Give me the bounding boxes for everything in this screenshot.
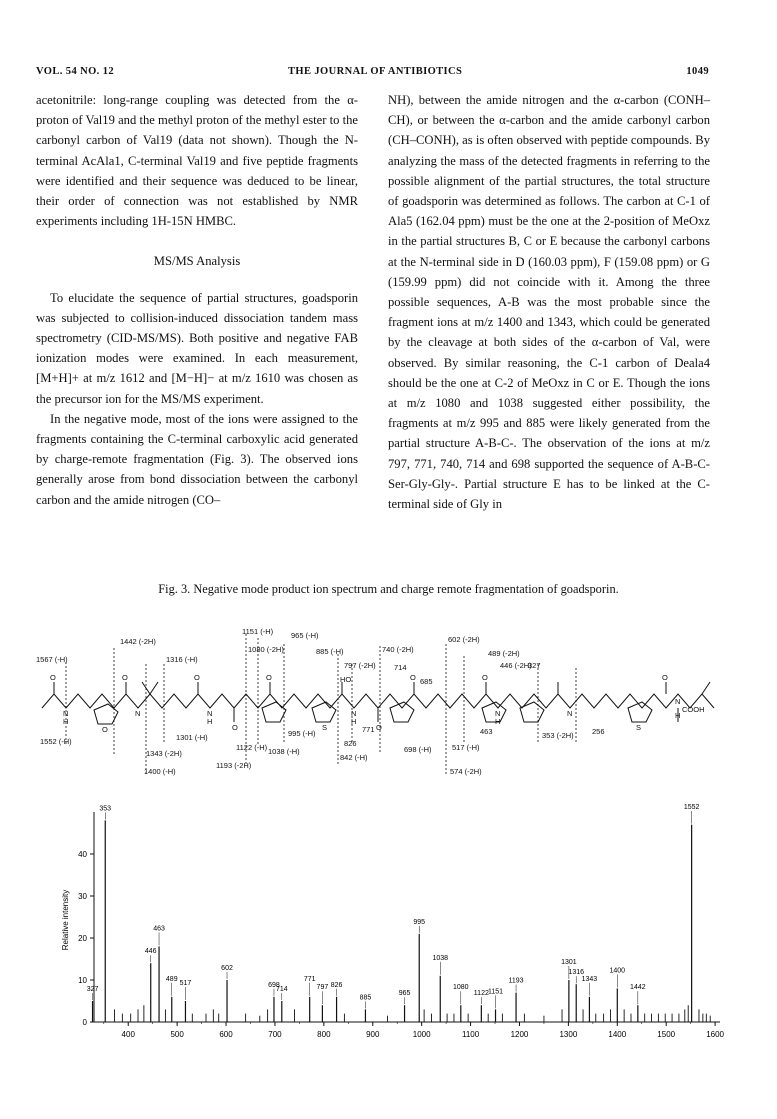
mass-spectrum-chart: [34, 800, 734, 1045]
fragment-label: 1552 (-H): [40, 737, 72, 746]
atom-label: N: [675, 697, 681, 706]
atom-label: O: [50, 673, 56, 682]
peak-label: 327: [86, 986, 99, 993]
peak-label: 1316: [568, 969, 585, 977]
x-tick-label: 1600: [706, 1030, 725, 1039]
atom-label: O: [122, 673, 128, 682]
fragment-label: 797 (-2H): [344, 661, 376, 670]
fragment-label: 353 (-2H): [542, 731, 574, 740]
peak-label: 885: [359, 994, 372, 1002]
atom-label: O: [376, 723, 382, 732]
peak-label: 714: [275, 986, 288, 993]
atom-label: O: [482, 673, 488, 682]
fragment-label: 602 (-2H): [448, 635, 480, 644]
peak-label: 1400: [609, 967, 626, 975]
running-header: [36, 66, 709, 82]
fragmentation-scheme: [36, 624, 736, 784]
x-tick-label: 600: [219, 1030, 233, 1039]
fragment-label: 995 (-H): [288, 729, 316, 738]
fragment-label: 965 (-H): [291, 631, 319, 640]
paragraph: To elucidate the sequence of partial structures, goadsporin was subjected to collision-induced dissociation tandem mass spectrometry (CID-MS/MS). Both positive and negative FAB ionization modes were examined. In each measurement, [M+H]+ at m/z 1612 and [M−H]− at m/z 1610 was chosen as the precursor ion for the MS/MS experiment.: [36, 290, 358, 406]
atom-label: O: [232, 723, 238, 732]
fragment-label: 1193 (-2H): [216, 761, 252, 770]
x-tick-label: 1500: [657, 1030, 676, 1039]
atom-label: H: [351, 717, 357, 726]
x-tick-label: 500: [170, 1030, 184, 1039]
x-tick-label: 900: [366, 1030, 380, 1039]
peak-label: 1193: [508, 977, 524, 985]
journal-title: THE JOURNAL OF ANTIBIOTICS: [288, 66, 463, 77]
peak-label: 1151: [487, 988, 504, 996]
peak-label: 1552: [683, 804, 700, 811]
atom-label: S: [322, 723, 328, 732]
fragment-label: 1316 (-H): [166, 655, 198, 664]
fragment-label: HO: [340, 675, 352, 684]
fragment-label: 698 (-H): [404, 745, 432, 754]
fragment-label: COOH: [682, 705, 705, 714]
peak-label: 1301: [561, 959, 577, 966]
fragment-label: 1301 (-H): [176, 733, 208, 742]
fragment-label: 489 (-2H): [488, 649, 520, 658]
peak-label: 1442: [630, 984, 646, 992]
paragraph: NH), between the amide nitrogen and the α-carbon (CONH–CH), or between the α-carbon and the amide carbonyl carbon (CH–CONH), as is often observed with peptide compounds. By analyzing the mass of the detected fragments in referring to the possible alignment of the partial structures, the total structure of goadsporin was determined as follows. The carbon at C-1 of Ala5 (162.04 ppm) must be the one at the 2-position of MeOxz in the partial structures B, C or E because the carbonyl carbons at the N-terminal side in D (160.03 ppm), F (159.08 ppm) or G (159.99 ppm) did not coincide with it. Among the three possible sequences, A-B was the most probable since the fragment ions at m/z 1400 and 1343, which could be generated by the cleavage at both sides of the α-carbon of Val, were observed. By similar reasoning, the C-1 carbon of Deala4 should be the one at C-2 of MeOxz in C or E. Though the ions at m/z 1080 and 1038 suggested either possibility, the fragments at m/z 995 and 885 were likely generated from the partial structure A-B-C-. The observation of the ions at m/z 797, 771, 740, 714 and 698 supported the sequence of A-B-C-Ser-Gly-Gly-. Partial structure E has to be linked at the C-terminal side of Gly in: [388, 93, 710, 512]
fragment-label: 771: [362, 725, 375, 734]
fragment-label: 714: [394, 663, 407, 672]
atom-label: N: [495, 709, 501, 718]
fragment-label: 574 (-2H): [450, 767, 482, 776]
atom-label: O: [662, 673, 668, 682]
fragment-label: 1151 (-H): [242, 627, 274, 636]
atom-label: N: [351, 709, 357, 718]
peak-label: 517: [179, 980, 192, 987]
x-tick-label: 400: [121, 1030, 135, 1039]
y-tick-label: 10: [78, 976, 87, 985]
peak-label: 1080: [453, 984, 469, 992]
atom-label: O: [102, 725, 108, 734]
atom-label: H: [207, 717, 213, 726]
x-tick-label: 1000: [412, 1030, 431, 1039]
peak-label: 353: [99, 805, 112, 813]
peak-label: 826: [330, 981, 343, 989]
fragment-label: 885 (-H): [316, 647, 344, 656]
atom-label: N: [135, 709, 141, 718]
peak-label: 446: [144, 948, 157, 956]
molecule-skeleton: [42, 682, 714, 724]
page-number: 1049: [686, 66, 709, 77]
fragment-label: 1080 (-2H): [248, 645, 284, 654]
fragment-label: 327: [528, 661, 541, 670]
fragment-label: 1400 (-H): [144, 767, 176, 776]
y-tick-label: 20: [78, 934, 87, 943]
fragment-label: 1122 (-H): [236, 743, 268, 752]
fragment-label: 1567 (-H): [36, 655, 68, 664]
y-tick-label: 30: [78, 892, 87, 901]
chart-peak-labels: [87, 804, 700, 1008]
peak-label: 995: [413, 918, 426, 926]
chart-ticks: [78, 850, 724, 1039]
y-axis-label: Relative intensity: [61, 889, 70, 951]
fragment-label: 463: [480, 727, 493, 736]
x-tick-label: 1400: [608, 1030, 627, 1039]
atom-label: O: [266, 673, 272, 682]
volume-label: VOL. 54 NO. 12: [36, 66, 115, 77]
fragment-label: 826: [344, 739, 357, 748]
fragment-label: 1038 (-H): [268, 747, 300, 756]
peak-label: 1122: [473, 990, 489, 998]
peak-label: 965: [398, 990, 411, 998]
fragment-label: 1343 (-2H): [146, 749, 182, 758]
peak-label: 1343: [581, 975, 598, 983]
y-tick-label: 0: [82, 1018, 87, 1027]
figure-caption: Fig. 3. Negative mode product ion spectrum and charge remote fragmentation of goadsporin.: [158, 582, 619, 596]
atom-label: H: [675, 711, 681, 720]
fragment-label: 256: [592, 727, 605, 736]
x-tick-label: 1300: [559, 1030, 578, 1039]
fragment-labels: [36, 627, 705, 776]
fragment-label: 740 (-2H): [382, 645, 414, 654]
peak-label: 771: [303, 975, 316, 983]
x-tick-label: 800: [317, 1030, 331, 1039]
atom-label: O: [194, 673, 200, 682]
atom-label: S: [636, 723, 642, 732]
y-tick-label: 40: [78, 850, 87, 859]
peak-label: 463: [153, 925, 165, 933]
peak-label: 602: [221, 965, 233, 972]
fragment-label: 842 (-H): [340, 753, 368, 762]
fragment-label: 517 (-H): [452, 743, 480, 752]
atom-label: H: [495, 717, 501, 726]
section-title: MS/MS Analysis: [153, 254, 241, 269]
atom-label: N: [567, 709, 573, 718]
right-column: [388, 90, 710, 514]
fragment-label: 1442 (-2H): [120, 637, 156, 646]
atom-label: O: [410, 673, 416, 682]
fragment-label: 685: [420, 677, 433, 686]
peak-label: 797: [316, 984, 329, 992]
atom-label: N: [207, 709, 213, 718]
paragraph: acetonitrile: long-range coupling was detected from the α-proton of Val19 and the methyl proton of the methyl ester to the carbonyl carbon of Val19 (data not shown). Though the N-terminal AcAla1, C-terminal Val19 and five peptide fragments were identified and their sequence was deduced to be linear, their order of connection was not established by NMR experiments including 1H-15N HMBC.: [36, 93, 358, 229]
left-column: [36, 90, 358, 510]
fragment-label: 446 (-2H): [500, 661, 532, 670]
x-tick-label: 1100: [461, 1030, 480, 1039]
peak-label: 1038: [432, 954, 449, 962]
peak-label: 698: [268, 981, 280, 989]
x-tick-label: 700: [268, 1030, 282, 1039]
atom-label: H: [63, 717, 69, 726]
peak-label: 489: [165, 975, 178, 983]
x-tick-label: 1200: [510, 1030, 529, 1039]
paragraph: In the negative mode, most of the ions were assigned to the fragments containing the C-terminal carboxylic acid generated by charge-remote fragmentation (Fig. 3). The observed ions generally arose from bond dissociation between the carbonyl carbon and the amide nitrogen (CO–: [36, 411, 358, 507]
atom-label: N: [63, 709, 69, 718]
